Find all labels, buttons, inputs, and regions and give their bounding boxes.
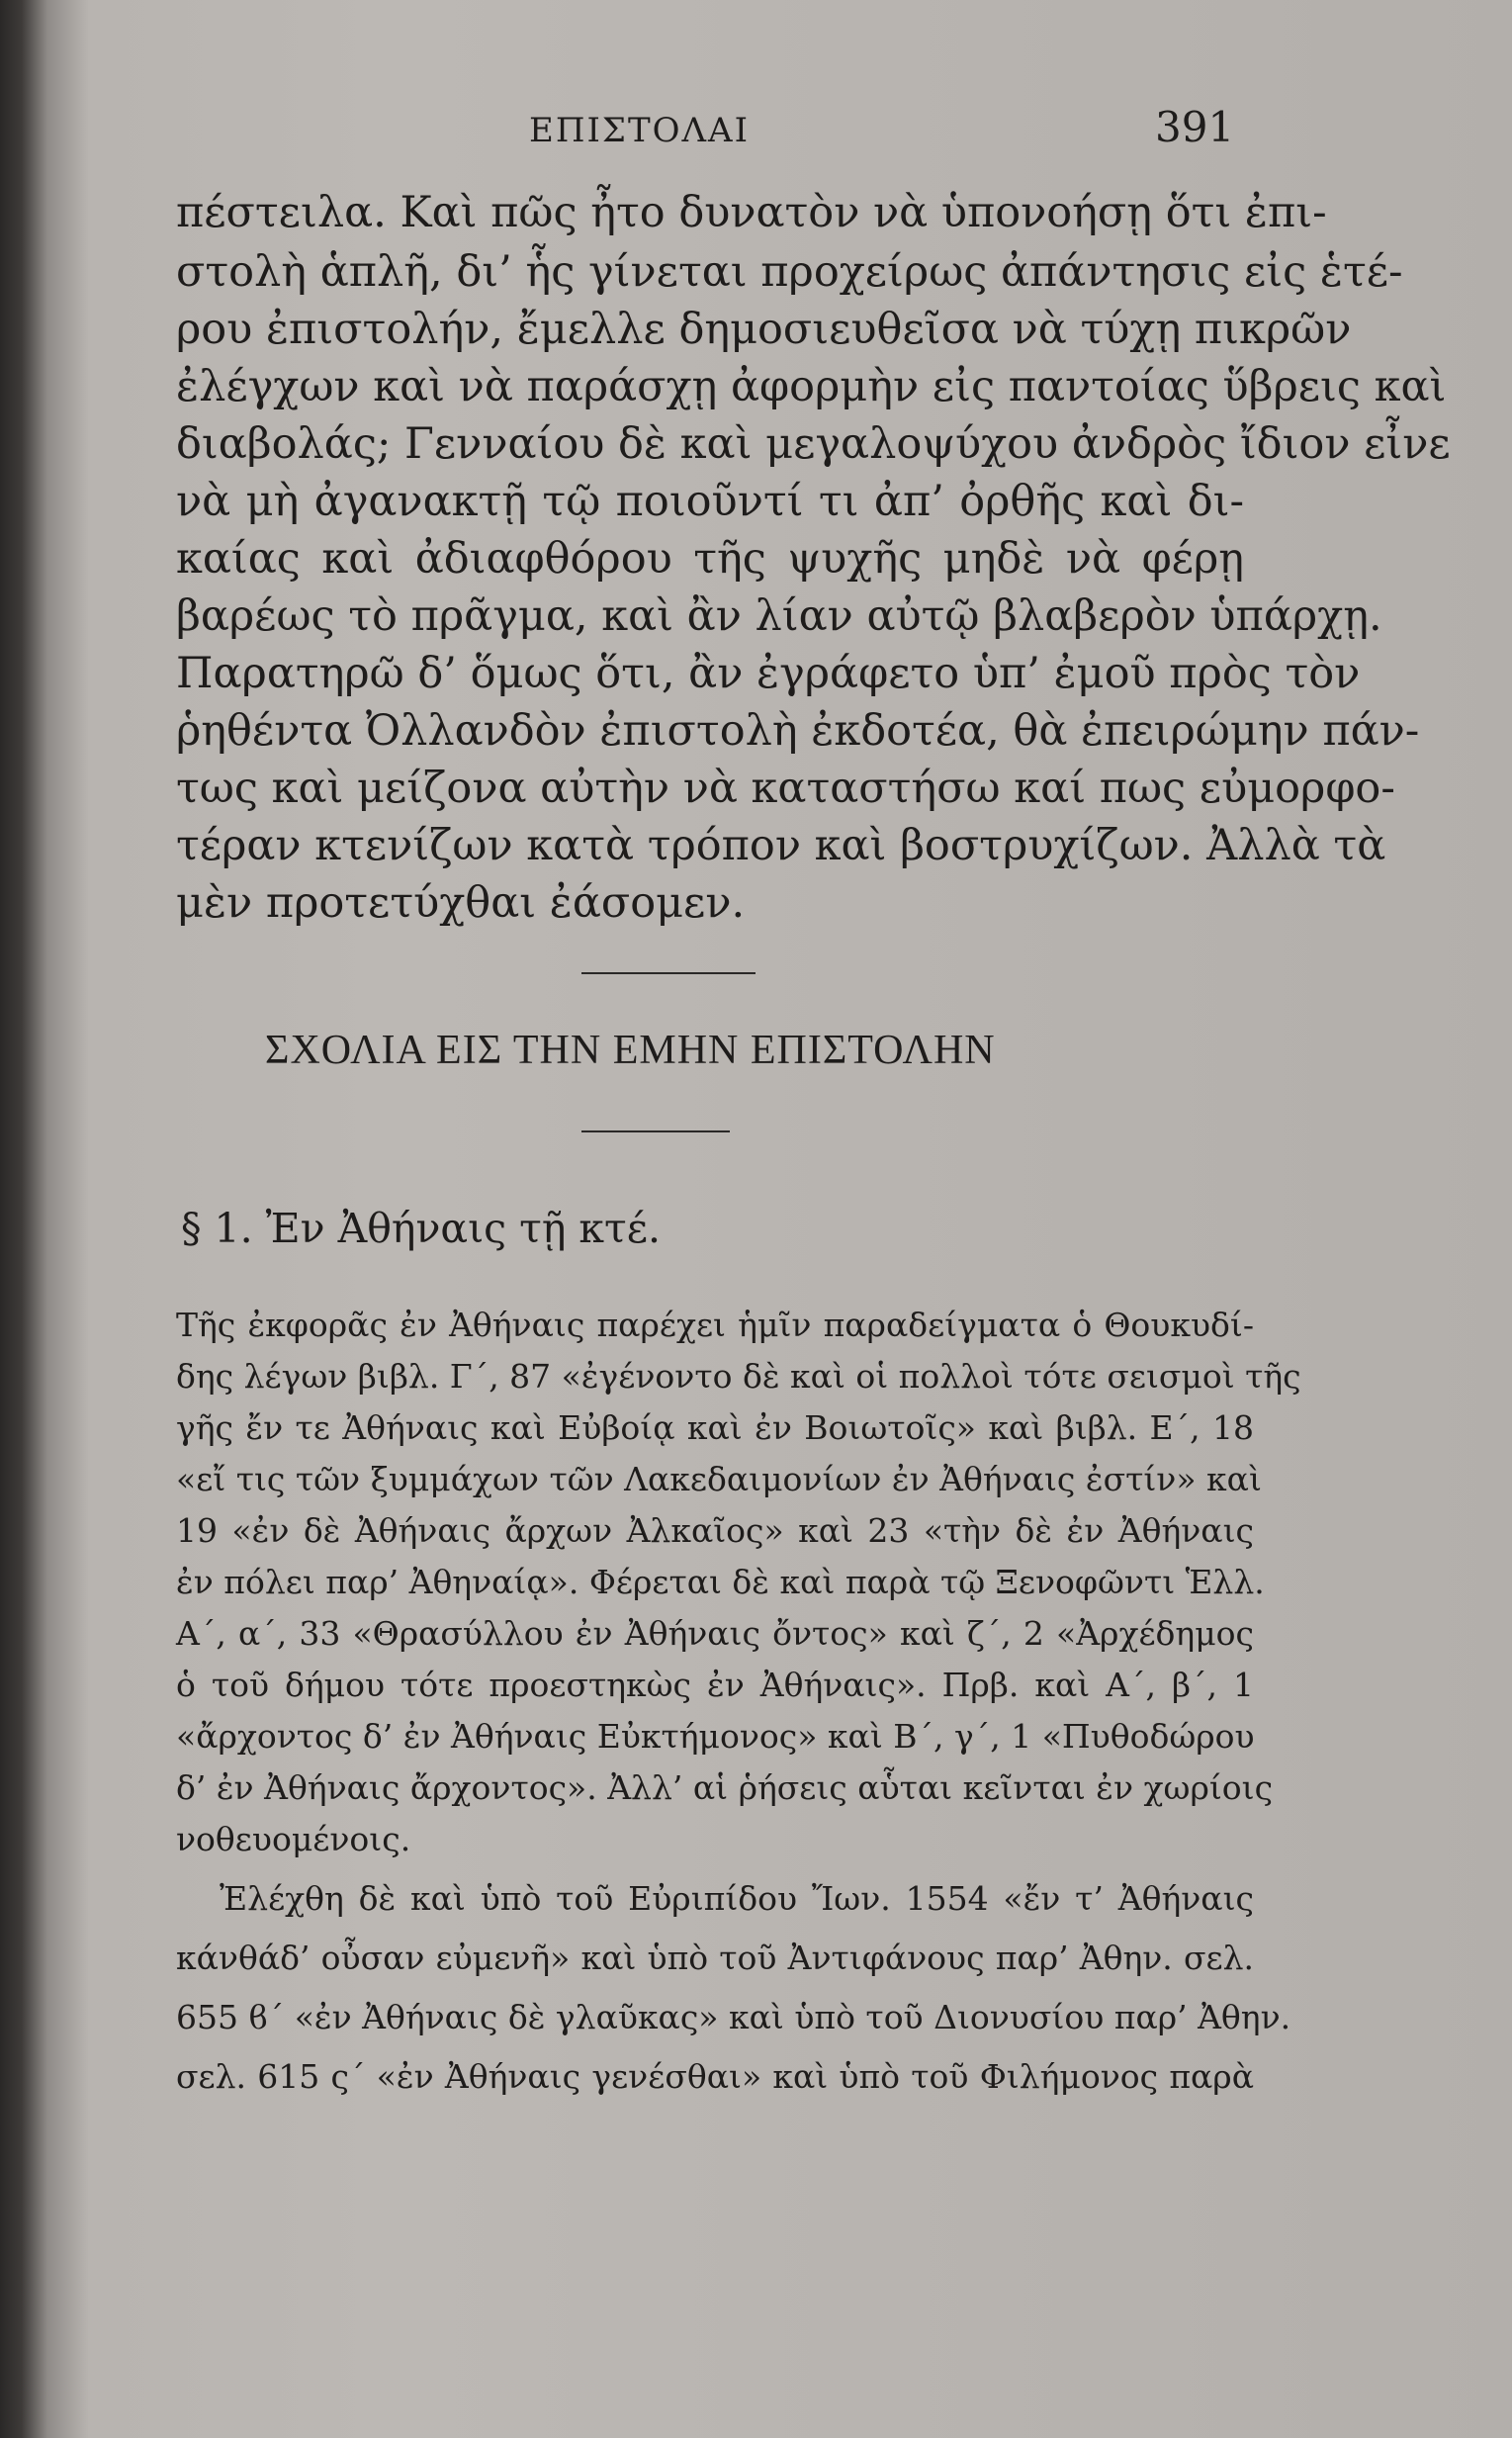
body-line: νὰ μὴ ἀγανακτῇ τῷ ποιοῦντί τι ἀπ’ ὀρθῆς καὶ δι- [176, 477, 1244, 526]
section-rule-bottom [581, 1130, 730, 1132]
body-line: πέστειλα. Καὶ πῶς ἦτο δυνατὸν νὰ ὑπονοήσῃ ὅτι ἐπι- [176, 188, 1327, 237]
note-line: δ’ ἐν Ἀθήναις ἄρχοντος». Ἀλλ’ αἱ ῥήσεις αὗται κεῖνται ἐν χωρίοις [176, 1768, 1274, 1807]
note-line: Τῆς ἐκφορᾶς ἐν Ἀθήναις παρέχει ἡμῖν παραδείγματα ὁ Θουκυδί- [176, 1306, 1254, 1344]
body-line: ρου ἐπιστολήν, ἔμελλε δημοσιευθεῖσα νὰ τύχῃ πικρῶν [176, 305, 1352, 354]
note-line: Ἐλέχθη δὲ καὶ ὑπὸ τοῦ Εὐριπίδου Ἴων. 1554 «ἔν τ’ Ἀθήναις [220, 1879, 1254, 1918]
running-header-title: ΕΠΙΣΤΟΛΑΙ [529, 111, 751, 150]
body-line: βαρέως τὸ πρᾶγμα, καὶ ἂν λίαν αὐτῷ βλαβερὸν ὑπάρχῃ. [176, 591, 1382, 641]
note-line: «εἴ τις τῶν ξυμμάχων τῶν Λακεδαιμονίων ἐν Ἀθήναις ἐστίν» καὶ [176, 1460, 1262, 1498]
section-rule-top [581, 972, 756, 974]
note-line: ἐν πόλει παρ’ Ἀθηναίᾳ». Φέρεται δὲ καὶ παρὰ τῷ Ξενοφῶντι Ἑλλ. [176, 1563, 1265, 1601]
note-line: Α΄, α΄, 33 «Θρασύλλου ἐν Ἀθήναις ὄντος» καὶ ζ΄, 2 «Ἀρχέδημος [176, 1614, 1254, 1653]
body-line: τέραν κτενίζων κατὰ τρόπον καὶ βοστρυχίζων. Ἀλλὰ τὰ [176, 821, 1386, 870]
note-line: δης λέγων βιβλ. Γ΄, 87 «ἐγένοντο δὲ καὶ οἱ πολλοὶ τότε σεισμοὶ τῆς [176, 1357, 1301, 1396]
body-line: μὲν προτετύχθαι ἐάσομεν. [176, 878, 746, 928]
note-line: σελ. 615 ς΄ «ἐν Ἀθήναις γενέσθαι» καὶ ὑπὸ τοῦ Φιλήμονος παρὰ [176, 2057, 1254, 2096]
page-number: 391 [1155, 103, 1235, 151]
body-line: καίας καὶ ἀδιαφθόρου τῆς ψυχῆς μηδὲ νὰ φέρῃ [176, 534, 1244, 584]
note-line: 655 ϐ΄ «ἐν Ἀθήναις δὲ γλαῦκας» καὶ ὑπὸ τοῦ Διονυσίου παρ’ Ἀθην. [176, 1998, 1291, 2036]
note-line: κάνθάδ’ οὖσαν εὐμενῆ» καὶ ὑπὸ τοῦ Ἀντιφάνους παρ’ Ἀθην. σελ. [176, 1939, 1254, 1977]
body-line: ἐλέγχων καὶ νὰ παράσχῃ ἀφορμὴν εἰς παντοίας ὕβρεις καὶ [176, 362, 1447, 411]
body-line: τως καὶ μείζονα αὐτὴν νὰ καταστήσω καί πως εὐμορφο- [176, 764, 1395, 813]
note-line: ὁ τοῦ δήμου τότε προεστηκὼς ἐν Ἀθήναις». Πρβ. καὶ Α΄, β΄, 1 [176, 1666, 1254, 1704]
body-line: στολὴ ἁπλῆ, δι’ ἧς γίνεται προχείρως ἀπάντησις εἰς ἑτέ- [176, 247, 1403, 297]
section-title: ΣΧΟΛΙΑ ΕΙΣ ΤΗΝ ΕΜΗΝ ΕΠΙΣΤΟΛΗΝ [265, 1028, 996, 1073]
body-line: διαβολάς; Γενναίου δὲ καὶ μεγαλοψύχου ἀνδρὸς ἴδιον εἶνε [176, 419, 1451, 469]
section-subheading: § 1. Ἐν Ἀθήναις τῇ κτέ. [181, 1205, 662, 1252]
note-line: νοθευομένοις. [176, 1820, 411, 1858]
note-line: «ἄρχοντος δ’ ἐν Ἀθήναις Εὐκτήμονος» καὶ Β΄, γ΄, 1 «Πυθοδώρου [176, 1717, 1255, 1756]
body-line: ῥηθέντα Ὀλλανδὸν ἐπιστολὴ ἐκδοτέα, θὰ ἐπειρώμην πάν- [176, 706, 1420, 756]
note-line: 19 «ἐν δὲ Ἀθήναις ἄρχων Ἀλκαῖος» καὶ 23 «τὴν δὲ ἐν Ἀθήναις [176, 1511, 1254, 1550]
note-line: γῆς ἔν τε Ἀθήναις καὶ Εὐβοίᾳ καὶ ἐν Βοιωτοῖς» καὶ βιβλ. Ε΄, 18 [176, 1408, 1254, 1447]
body-line: Παρατηρῶ δ’ ὅμως ὅτι, ἂν ἐγράφετο ὑπ’ ἐμοῦ πρὸς τὸν [176, 649, 1361, 698]
